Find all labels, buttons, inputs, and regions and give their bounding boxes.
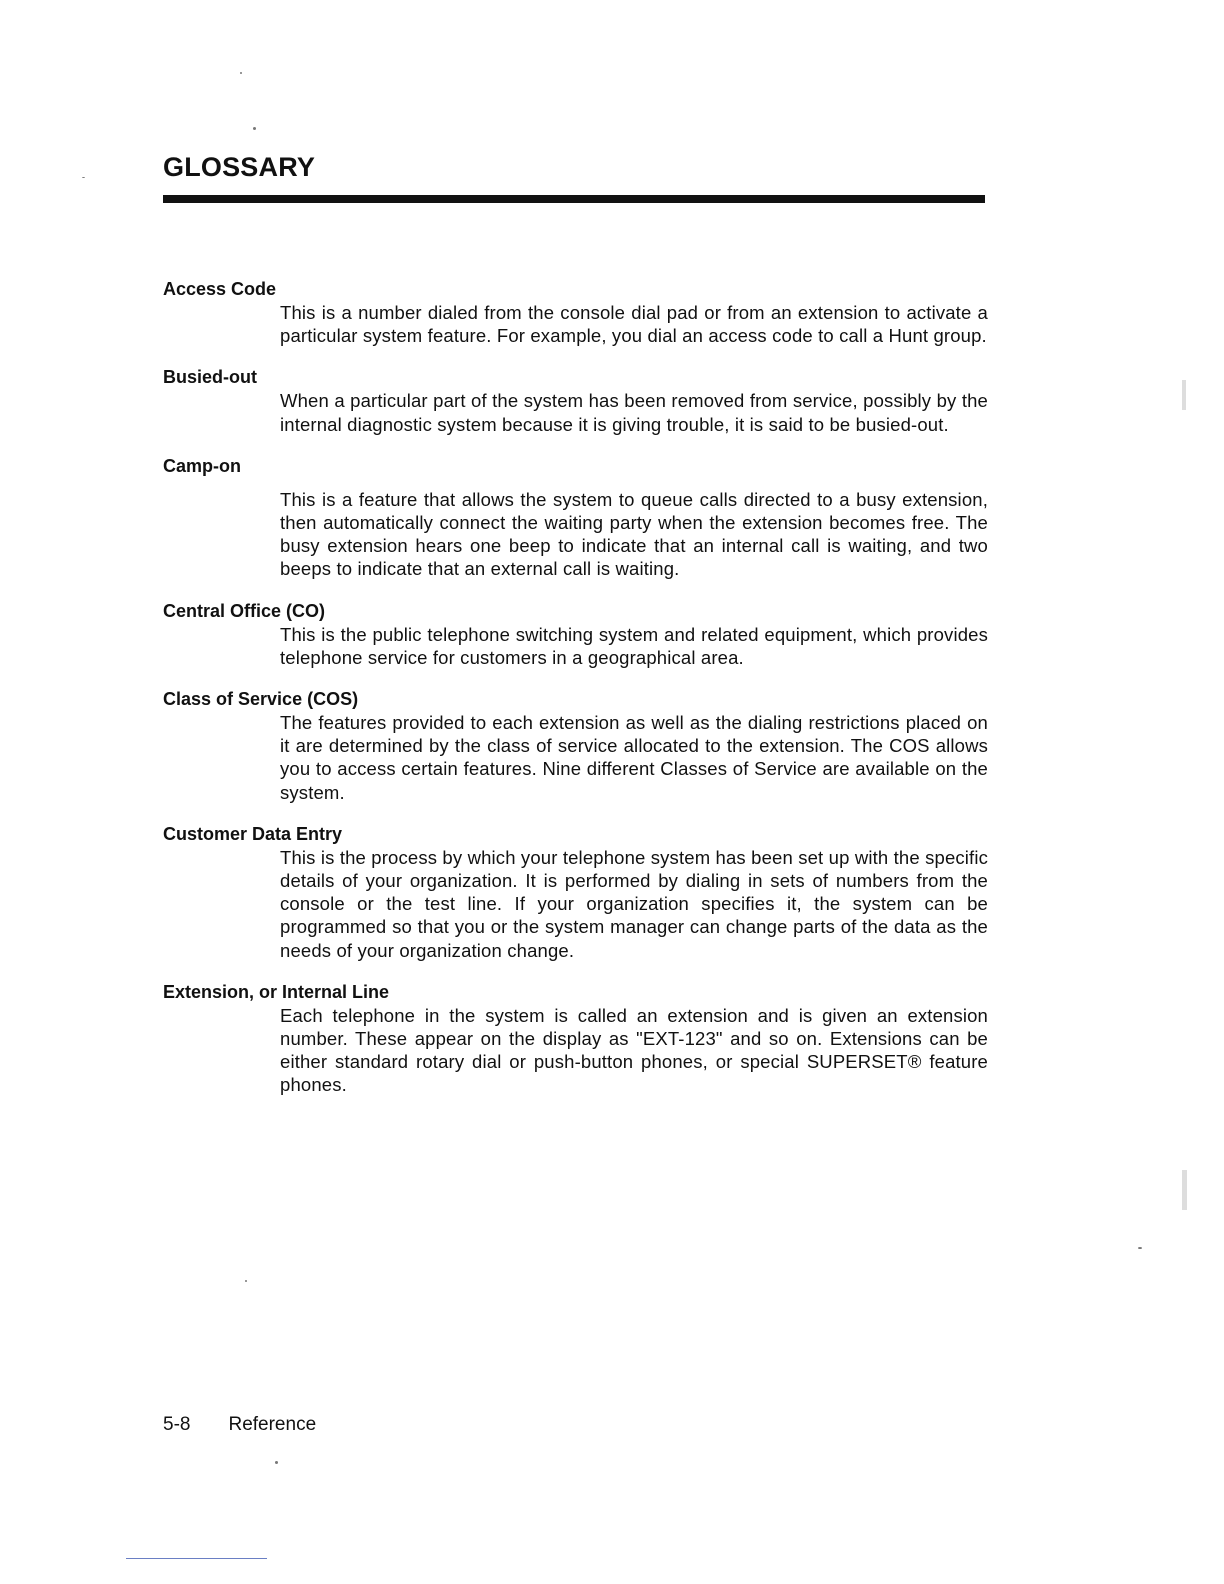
glossary-definition: This is a number dialed from the console dial pad or from an extension to activate a particular system feature. For example, you dial an access code to call a Hunt group. <box>280 302 988 347</box>
glossary-definition: Each telephone in the system is called an extension and is given an extension number. These appear on the display as "EXT-123" and so on. Extensions can be either standard rotary dial or push-button phones, or special SUPERSET® feature phones. <box>280 1004 988 1096</box>
glossary-definition: When a particular part of the system has been removed from service, possibly by the internal diagnostic system because it is giving trouble, it is said to be busied-out. <box>280 390 988 435</box>
scan-speck <box>82 177 85 178</box>
glossary-term: Camp-on <box>163 455 241 476</box>
glossary-definition: This is a feature that allows the system to queue calls directed to a busy extension, then automatically connect the waiting party when the extension becomes free. The busy extension hears one beep to indicate that an internal call is waiting, and two beeps to indicate that an external call is waiting. <box>280 488 988 580</box>
page-footer <box>163 1414 316 1436</box>
glossary-term: Busied-out <box>163 367 257 388</box>
title-rule <box>163 195 985 203</box>
glossary-term: Extension, or Internal Line <box>163 981 390 1002</box>
page-title: GLOSSARY <box>163 152 316 182</box>
glossary-definition: The features provided to each extension as well as the dialing restrictions placed on it are determined by the class of service allocated to the extension. The COS allows you to access certain features. Nine different Classes of Service are available on the system. <box>280 712 988 803</box>
page-number: 5-8 <box>163 1414 191 1435</box>
glossary-term: Access Code <box>163 279 277 299</box>
scan-speck <box>1182 380 1186 410</box>
glossary-entry <box>163 599 988 669</box>
scan-speck <box>245 1280 247 1282</box>
scan-speck <box>1138 1247 1142 1249</box>
section-name: Reference <box>228 1414 317 1435</box>
glossary-entry <box>163 687 988 804</box>
term-spacer <box>163 478 988 488</box>
scan-speck <box>253 127 256 130</box>
glossary-term: Central Office (CO) <box>163 600 326 621</box>
glossary-term: Customer Data Entry <box>163 823 343 844</box>
glossary-entry <box>163 980 988 1097</box>
glossary-entry <box>163 822 988 962</box>
scan-speck <box>240 72 242 74</box>
glossary-definition: This is the public telephone switching system and related equipment, which provides telephone service for customers in a geographical area. <box>280 623 988 668</box>
bottom-edge-line <box>126 1558 267 1559</box>
glossary-entry <box>163 365 988 435</box>
glossary-list <box>163 277 988 1115</box>
glossary-entry <box>163 277 988 347</box>
glossary-definition: This is the process by which your telephone system has been set up with the specific details of your organization. It is performed by dialing in sets of numbers from the console or the test line. If your organization specifies it, the system can be programmed so that you or the system manager can change parts of the data as the needs of your organization change. <box>280 846 988 961</box>
glossary-term: Class of Service (COS) <box>163 689 359 710</box>
scan-speck <box>275 1461 278 1464</box>
glossary-entry <box>163 454 988 581</box>
scan-speck <box>1182 1170 1187 1210</box>
